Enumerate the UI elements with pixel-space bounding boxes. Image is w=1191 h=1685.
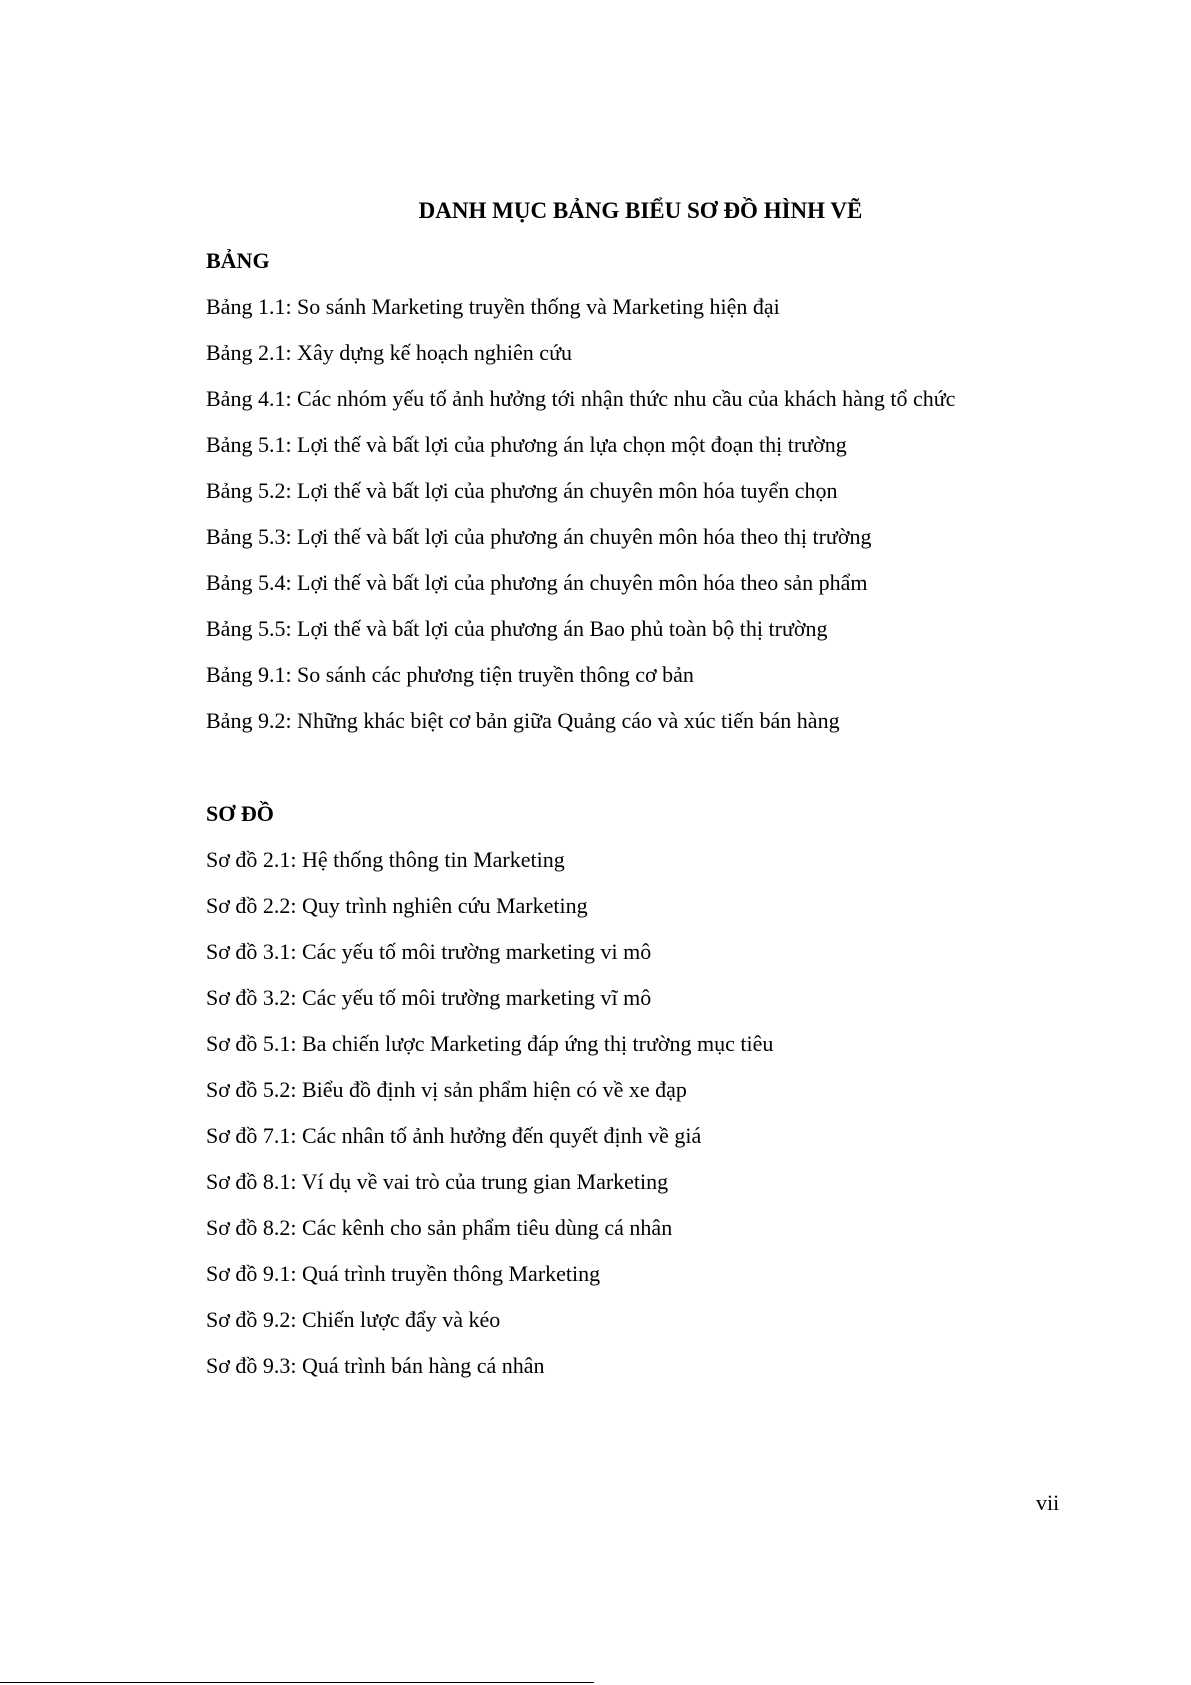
- list-item: Sơ đồ 5.1: Ba chiến lược Marketing đáp ứng thị trường mục tiêu: [206, 1031, 774, 1056]
- list-item: Sơ đồ 3.1: Các yếu tố môi trường marketing vi mô: [206, 939, 652, 964]
- list-item: Bảng 5.3: Lợi thế và bất lợi của phương án chuyên môn hóa theo thị trường: [206, 524, 872, 549]
- list-item: Sơ đồ 8.1: Ví dụ về vai trò của trung gian Marketing: [206, 1169, 669, 1194]
- list-item: Sơ đồ 9.1: Quá trình truyền thông Marketing: [206, 1261, 601, 1286]
- list-item: Sơ đồ 3.2: Các yếu tố môi trường marketing vĩ mô: [206, 985, 652, 1010]
- page-title: DANH MỤC BẢNG BIỂU SƠ ĐỒ HÌNH VẼ: [418, 198, 863, 223]
- list-item: Bảng 2.1: Xây dựng kế hoạch nghiên cứu: [206, 340, 572, 365]
- list-item: Bảng 1.1: So sánh Marketing truyền thống và Marketing hiện đại: [206, 294, 780, 319]
- list-item: Sơ đồ 2.2: Quy trình nghiên cứu Marketing: [206, 893, 588, 918]
- page-number: vii: [1036, 1490, 1060, 1515]
- footer-rule: [0, 1682, 594, 1683]
- list-item: Sơ đồ 2.1: Hệ thống thông tin Marketing: [206, 847, 565, 872]
- list-item: Bảng 4.1: Các nhóm yếu tố ảnh hưởng tới nhận thức nhu cầu của khách hàng tổ chức: [206, 386, 956, 411]
- list-item: Bảng 9.1: So sánh các phương tiện truyền thông cơ bản: [206, 662, 694, 687]
- section-heading-so-do: SƠ ĐỒ: [206, 801, 274, 826]
- list-item: Sơ đồ 5.2: Biểu đồ định vị sản phẩm hiện có về xe đạp: [206, 1077, 687, 1102]
- section-heading-bang: BẢNG: [206, 248, 270, 273]
- list-item: Bảng 9.2: Những khác biệt cơ bản giữa Quảng cáo và xúc tiến bán hàng: [206, 708, 840, 733]
- list-item: Bảng 5.4: Lợi thế và bất lợi của phương án chuyên môn hóa theo sản phẩm: [206, 570, 868, 595]
- list-item: Bảng 5.1: Lợi thế và bất lợi của phương án lựa chọn một đoạn thị trường: [206, 432, 847, 457]
- list-item: Sơ đồ 8.2: Các kênh cho sản phẩm tiêu dùng cá nhân: [206, 1215, 673, 1240]
- list-item: Sơ đồ 7.1: Các nhân tố ảnh hưởng đến quyết định về giá: [206, 1123, 702, 1148]
- list-item: Sơ đồ 9.3: Quá trình bán hàng cá nhân: [206, 1353, 545, 1378]
- list-item: Bảng 5.5: Lợi thế và bất lợi của phương án Bao phủ toàn bộ thị trường: [206, 616, 828, 641]
- list-item: Bảng 5.2: Lợi thế và bất lợi của phương án chuyên môn hóa tuyển chọn: [206, 478, 838, 503]
- list-item: Sơ đồ 9.2: Chiến lược đẩy và kéo: [206, 1307, 501, 1332]
